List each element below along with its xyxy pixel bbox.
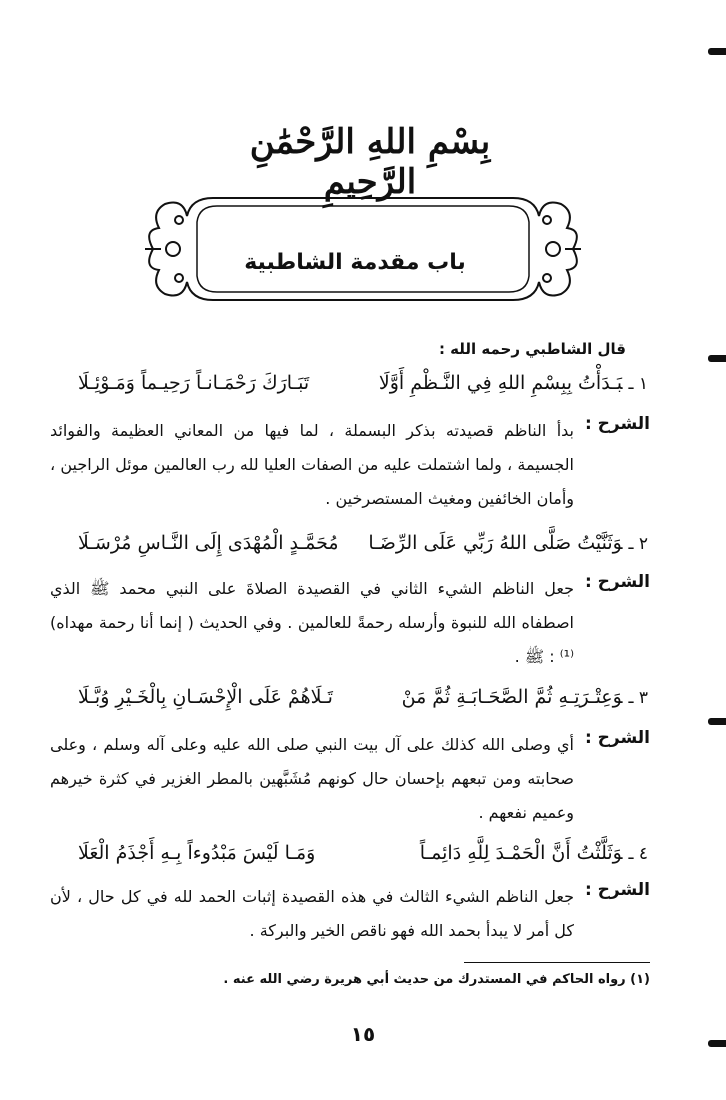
verse-number: ١ ـ [628,374,648,394]
explanation-label: الشرح : [584,414,650,434]
explanation-block [50,572,650,674]
explanation-label: الشرح : [584,880,650,900]
explanation-label: الشرح : [584,728,650,748]
verse-first-hemistich: ٣ ـوَعِتْـرَتِـهِ ثُمَّ الصَّحَـابَـةِ ثُمَّ مَنْ [401,686,648,708]
verse-line [78,686,648,708]
explanation-text: جعل الناظم الشيء الثالث في هذه القصيدة إثبات الحمد لله في كل حال ، لأن كل أمر لا يبدأ بحمد الله فهو ناقص الخير والبركة . [50,887,574,940]
explanation-block [50,880,650,948]
page-edge-mark [708,355,726,362]
explanation-text: أي وصلى الله كذلك على آل بيت النبي صلى الله عليه وعلى آله وسلم ، وعلى صحابته ومن تبعهم بإحسان حال كونهم مُشَبَّهين بالمطر الغزير في كثرة خيرهم وعميم نفعهم . [50,735,574,822]
verse-first-hemistich: ٤ ـوَثَلَّثْتُ أَنَّ الْحَمْـدَ لِلَّهِ دَائِمـاً [419,842,648,864]
footnote: (١) رواه الحاكم في المستدرك من حديث أبي هريرة رضي الله عنه . [223,972,650,987]
verse-line [78,372,648,394]
verse-first-hemistich: ٢ ـوَثَنَّيْتُ صَلَّى اللهُ رَبِّي عَلَى الرِّضَـا [368,532,648,554]
verse-first-hemistich: ١ ـبَـدَأْتُ بِبِسْمِ اللهِ فِي النَّـظْمِ أَوَّلَا [378,372,648,394]
verse-second-hemistich: مُحَمَّـدٍ الْمُهْدَى إِلَى النَّـاسِ مُرْسَـلَا [78,532,339,554]
verse-second-hemistich: وَمَـا لَيْسَ مَبْدُوءاً بِـهِ أَجْذَمُ الْعَلَا [78,842,316,864]
verse-line [78,532,648,554]
page-edge-mark [708,48,726,55]
explanation-block [50,414,650,516]
footnote-separator [464,962,650,963]
verse-line [78,842,648,864]
chapter-title: باب مقدمة الشاطبية [244,250,466,275]
verse-second-hemistich: تَبَـارَكَ رَحْمَـانـاً رَحِيـماً وَمَـوْئِـلَا [78,372,310,394]
page-number: ١٥ [350,1022,376,1046]
verse-second-hemistich: تَـلَاهُمْ عَلَى الْإِحْسَـانِ بِالْخَـيْرِ وُبَّـلَا [78,686,333,708]
verse-number: ٣ ـ [628,688,648,708]
explanation-text: بدأ الناظم قصيدته بذكر البسملة ، لما فيها من المعاني العظيمة والفوائد الجسيمة ، ولما اشتملت عليه من الصفات العليا لله رب العالمين موئل الراجين ، وأمان الخائفين ومغيث المستصرخين . [50,421,574,508]
explanation-text: جعل الناظم الشيء الثاني في القصيدة الصلاةَ على النبي محمد ﷺ الذي اصطفاه الله للنبوة وأرسله رحمةً للعالمين . وفي الحديث ( إنما أنا رحمة مهداه)⁽¹⁾ : ﷺ . [50,579,574,666]
page-edge-mark [708,718,726,725]
basmala-heading: بِسْمِ اللهِ الرَّحْمَٰنِ الرَّحِيمِ [249,122,491,202]
explanation-block [50,728,650,830]
verse-number: ٢ ـ [628,534,648,554]
explanation-label: الشرح : [584,572,650,592]
verse-number: ٤ ـ [628,844,648,864]
page-edge-mark [708,1040,726,1047]
ornamental-frame [143,190,583,308]
intro-line: قال الشاطبي رحمه الله : [438,340,626,358]
